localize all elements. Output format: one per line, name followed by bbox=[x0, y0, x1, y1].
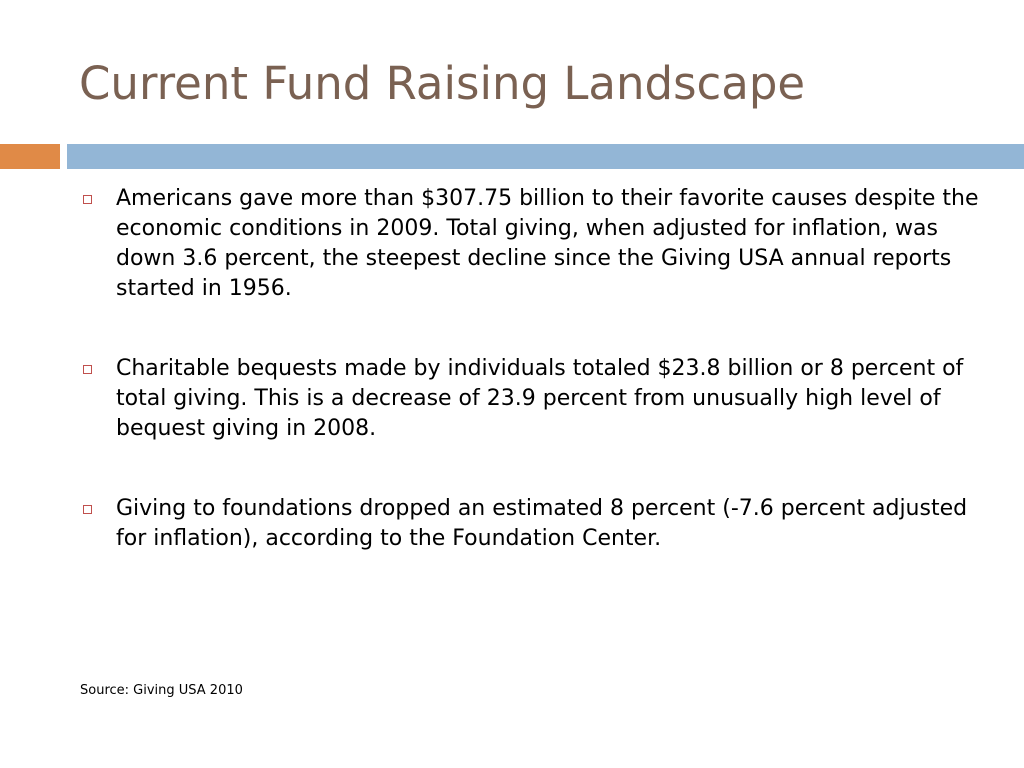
square-bullet-icon bbox=[83, 505, 92, 514]
accent-bar-blue bbox=[67, 144, 1024, 169]
bullet-item bbox=[80, 184, 980, 304]
square-bullet-icon bbox=[83, 365, 92, 374]
accent-bar-orange bbox=[0, 144, 60, 169]
source-note: Source: Giving USA 2010 bbox=[80, 683, 243, 698]
bullet-item bbox=[80, 494, 980, 554]
bullet-text: Americans gave more than $307.75 billion to their favorite causes despite the economic conditions in 2009. Total giving, when adjusted for inflation, was down 3.6 percent, the steepest decline since the Giving USA annual reports started in 1956. bbox=[116, 186, 979, 301]
slide-title: Current Fund Raising Landscape bbox=[79, 57, 806, 110]
square-bullet-icon bbox=[83, 195, 92, 204]
bullet-list bbox=[80, 184, 980, 604]
bullet-item bbox=[80, 354, 980, 444]
bullet-text: Giving to foundations dropped an estimated 8 percent (-7.6 percent adjusted for inflation), according to the Foundation Center. bbox=[116, 496, 968, 551]
bullet-text: Charitable bequests made by individuals totaled $23.8 billion or 8 percent of total giving. This is a decrease of 23.9 percent from unusually high level of bequest giving in 2008. bbox=[116, 356, 964, 441]
